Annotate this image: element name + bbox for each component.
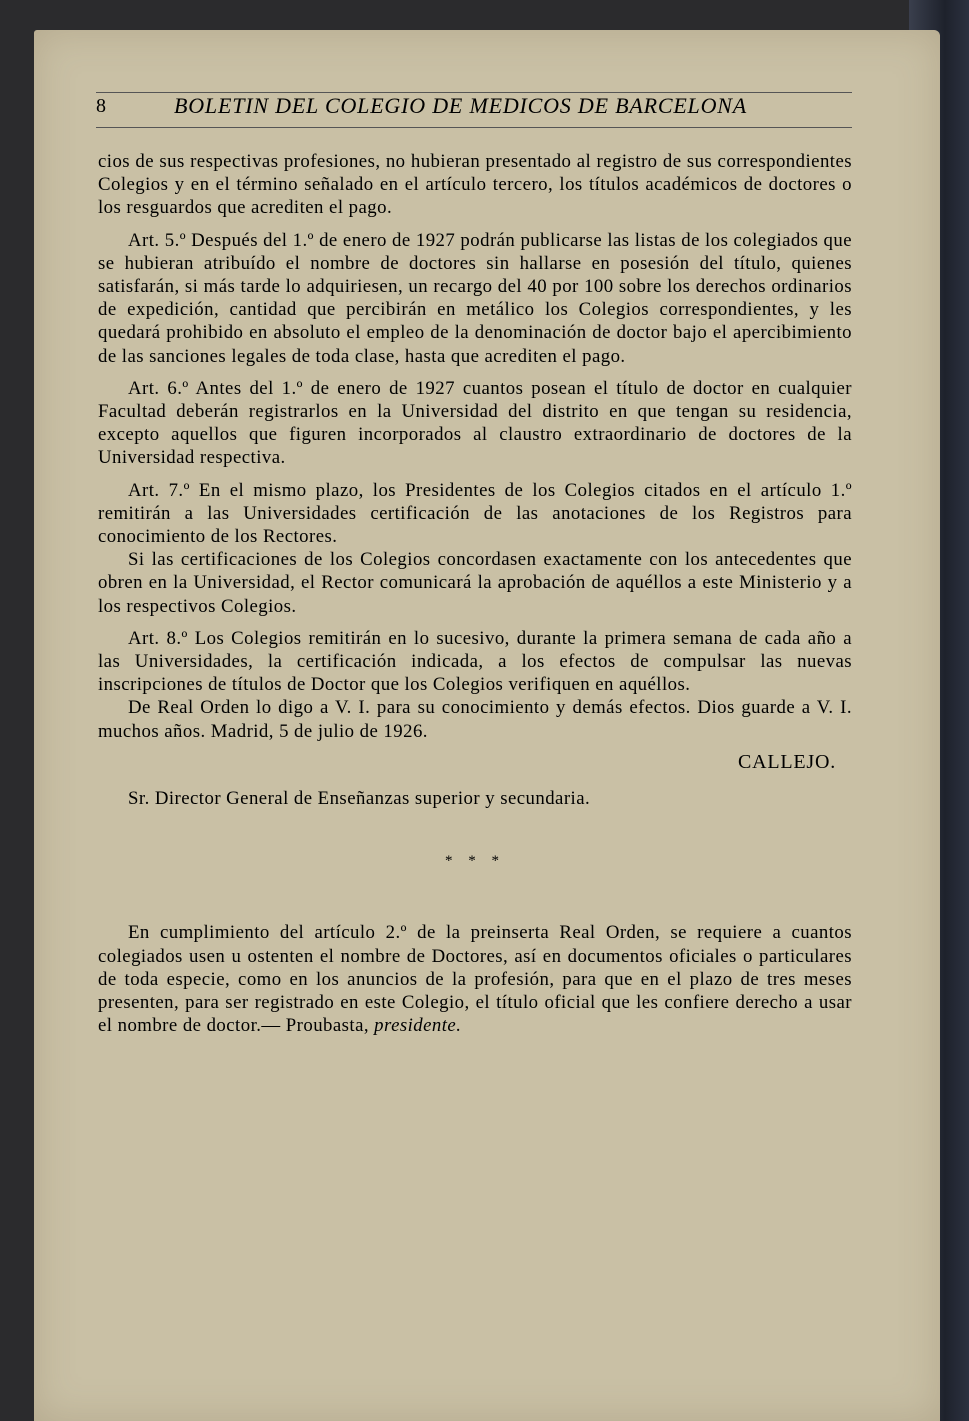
page-number: 8: [96, 95, 106, 117]
journal-title: BOLETIN DEL COLEGIO DE MEDICOS DE BARCELONA: [174, 93, 747, 118]
signature: CALLEJO.: [737, 750, 836, 773]
paragraph-continuation: cios de sus respectivas profesiones, no hubieran presentado al registro de sus correspondientes Colegios y en el término señalado en el artículo tercero, los títulos académicos de doctores o los resguardos que acrediten el pago.: [98, 151, 852, 219]
article-body: [98, 150, 852, 1038]
addressee: Sr. Director General de Enseñanzas superior y secundaria.: [128, 788, 591, 810]
page-header: [96, 92, 852, 128]
paragraph-art-7-continued: Si las certificaciones de los Colegios concordasen exactamente con los antecedentes que obren en la Universidad, el Rector comunicará la aprobación de aquéllos a este Ministerio y a los respectivos Colegios.: [98, 549, 852, 617]
notice-signer-role: presidente.: [374, 1015, 462, 1037]
paragraph-art-6: Art. 6.º Antes del 1.º de enero de 1927 cuantos posean el título de doctor en cualquier Facultad deberán registrarlos en la Universidad del distrito en que tengan su residencia, excepto aquellos que figuren incorporados al claustro extraordinario de doctores de la Universidad respectiva.: [98, 377, 852, 469]
section-separator: * * *: [445, 853, 505, 870]
paragraph-closing: De Real Orden lo digo a V. I. para su conocimiento y demás efectos. Dios guarde a V. I. muchos años. Madrid, 5 de julio de 1926.: [98, 697, 852, 742]
notice-text: En cumplimiento del artículo 2.º de la preinserta Real Orden, se requiere a cuantos colegiados usen u ostenten el nombre de Doctores, así en documentos oficiales o particulares de toda especie, como en los anuncios de la profesión, para que en el plazo de tres meses presenten, para ser registrado en este Colegio, el título oficial que les confiere derecho a usar el nombre de doctor.— Proubasta,: [98, 922, 852, 1037]
paragraph-art-5: Art. 5.º Después del 1.º de enero de 1927 podrán publicarse las listas de los colegiados que se hubieran atribuído el nombre de doctores sin hallarse en posesión del título, quienes satisfarán, si más tarde lo adquiriesen, un recargo del 40 por 100 sobre los derechos ordinarios de expedición, cantidad que percibirán en metálico los Colegios correspondientes, y les quedará prohibido en absoluto el empleo de la denominación de doctor bajo el apercibimiento de las sanciones legales de toda clase, hasta que acrediten el pago.: [98, 229, 852, 367]
notice-paragraph: [98, 921, 852, 1037]
paragraph-art-8: Art. 8.º Los Colegios remitirán en lo sucesivo, durante la primera semana de cada año a las Universidades, la certificación indicada, a los efectos de compulsar las nuevas inscripciones de títulos de Doctor que los Colegios verifiquen en aquéllos.: [98, 627, 852, 696]
paragraph-art-7: Art. 7.º En el mismo plazo, los Presidentes de los Colegios citados en el artículo 1.º remitirán a las Universidades certificación de las anotaciones de los Registros para conocimiento de los Rectores.: [98, 479, 852, 548]
